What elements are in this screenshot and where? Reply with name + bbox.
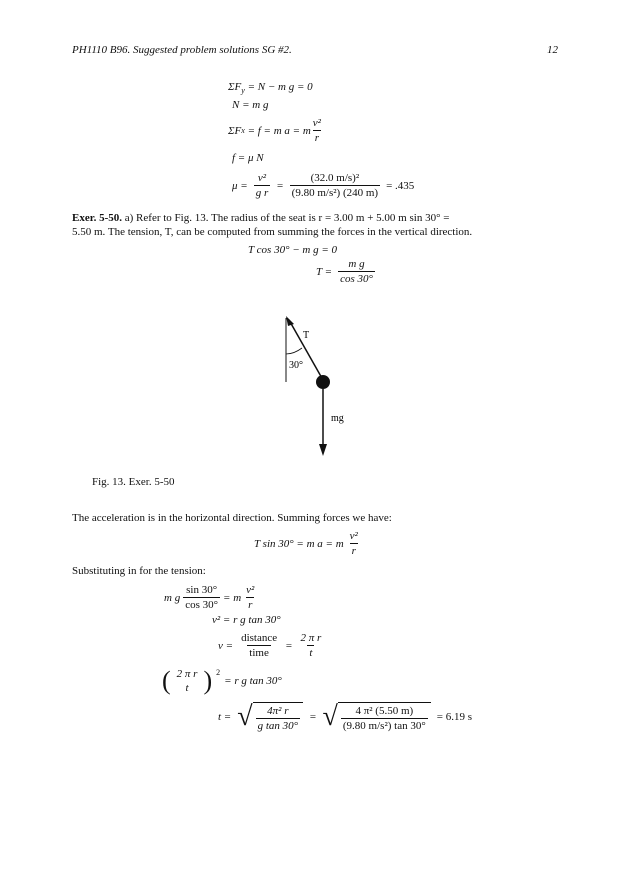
eq-period-result: = 6.19 s (436, 711, 472, 723)
frac-num: 2 π r (300, 632, 322, 644)
frac-den: r (351, 545, 356, 557)
force-diagram (270, 310, 390, 460)
equation-period-squared (162, 668, 282, 694)
frac-den: g r (255, 187, 269, 199)
frac-den: (9.80 m/s²) tan 30° (342, 720, 426, 732)
frac-den: cos 30° (340, 273, 373, 285)
eq-sigma-fx: ΣF (228, 124, 242, 137)
tension-vector (289, 320, 323, 380)
eq-mu-lhs: μ = (232, 179, 248, 192)
eq-sum-fx-mid: = f = m a = m (247, 124, 311, 137)
fraction-sin-cos (183, 584, 220, 611)
eq-equals-m: = m (223, 591, 242, 604)
frac-den: r (248, 599, 253, 611)
frac-num: v² (257, 172, 267, 184)
paragraph-horizontal: The acceleration is in the horizontal direction. Summing forces we have: (72, 512, 392, 524)
weight-arrowhead (319, 444, 327, 456)
paren-left: ( (162, 666, 171, 695)
frac-den: t (309, 647, 313, 659)
frac-num: (32.0 m/s)² (310, 172, 360, 184)
equation-normal-force: N = m g (232, 99, 269, 111)
label-t: T (303, 330, 310, 341)
frac-den: (9.80 m/s²) (240 m) (291, 187, 379, 199)
fraction-mu-numeric (290, 172, 380, 199)
sqrt-numeric (323, 702, 431, 732)
fraction-4pi2r-gtan (256, 705, 300, 732)
figure-caption: Fig. 13. Exer. 5-50 (92, 476, 175, 488)
frac-den: time (249, 647, 269, 659)
radical-sign: √ (237, 701, 253, 732)
equation-substituted (164, 584, 256, 611)
paren-right: ) (203, 666, 213, 695)
exercise-paragraph-line1 (72, 212, 449, 224)
equation-v-squared: v² = r g tan 30° (212, 614, 281, 626)
page-header: PH1110 B96. Suggested problem solutions SG #2. (72, 44, 292, 56)
eq-equals: = (276, 179, 284, 192)
fraction-mg-cos30 (338, 258, 375, 285)
fraction-distance-time (239, 632, 279, 659)
radicand (253, 702, 303, 732)
equation-velocity (218, 632, 323, 659)
mass-ball (316, 375, 330, 389)
frac-num: distance (241, 632, 278, 644)
frac-den: r (314, 132, 320, 144)
equation-sum-fy (228, 81, 313, 95)
radical-sign: √ (322, 701, 338, 732)
equation-horizontal (254, 530, 360, 557)
frac-num: 2 π r (176, 668, 198, 680)
eq-sub-x: x (241, 126, 245, 135)
frac-den: cos 30° (185, 599, 219, 611)
frac-num: v² (349, 530, 358, 542)
eq-equals: = (285, 639, 293, 652)
equation-tension (316, 258, 375, 285)
frac-num: v² (246, 584, 255, 596)
exercise-text-1: a) Refer to Fig. 13. The radius of the seat is r = 3.00 m + 5.00 m sin 30° = (124, 212, 450, 224)
eq-t-lhs: T = (316, 265, 333, 278)
label-mg: mg (331, 413, 344, 424)
page-number: 12 (547, 44, 558, 56)
frac-num: m g (348, 258, 365, 270)
equation-period (218, 702, 472, 732)
fraction-2pir-t (175, 668, 200, 694)
eq-period-rhs: = r g tan 30° (224, 675, 282, 687)
frac-den: t (185, 682, 189, 694)
fraction-v2-gr (254, 172, 271, 199)
eq-sum-fy-rhs: = N − m g = 0 (247, 81, 313, 93)
eq-sigma-fy: ΣF (228, 81, 242, 93)
fraction-v2-r (244, 584, 256, 611)
equation-friction: f = μ N (232, 152, 264, 164)
frac-num: 4 π² (5.50 m) (355, 705, 414, 717)
eq-mg: m g (164, 591, 181, 604)
frac-num: v² (312, 117, 321, 129)
fraction-v2-r (311, 117, 323, 144)
sqrt-symbolic (237, 702, 303, 732)
eq-v-lhs: v = (218, 639, 234, 652)
fraction-2pir-t (299, 632, 324, 659)
paragraph-substituting: Substituting in for the tension: (72, 565, 206, 577)
eq-mu-result: = .435 (386, 179, 415, 192)
radicand (338, 702, 431, 732)
eq-horizontal-lhs: T sin 30° = m a = m (254, 537, 344, 550)
exercise-paragraph-line2: 5.50 m. The tension, T, can be computed from summing the forces in the vertical direction. (72, 226, 473, 238)
tension-arrowhead (286, 316, 294, 326)
eq-t-lhs: t = (218, 711, 232, 723)
frac-den: g tan 30° (257, 720, 299, 732)
exercise-label: Exer. 5-50. (72, 212, 123, 224)
label-angle: 30° (289, 360, 303, 371)
frac-num: sin 30° (186, 584, 218, 596)
frac-num: 4π² r (267, 705, 289, 717)
fraction-period-numeric (341, 705, 428, 732)
fraction-v2-r (348, 530, 360, 557)
eq-equals: = (309, 711, 317, 723)
equation-vertical-balance: T cos 30° − m g = 0 (248, 244, 338, 256)
exponent-2: 2 (216, 668, 221, 677)
equation-sum-fx (228, 117, 323, 144)
angle-arc (286, 348, 302, 354)
equation-mu (232, 172, 414, 199)
eq-sub-y: y (241, 86, 245, 96)
